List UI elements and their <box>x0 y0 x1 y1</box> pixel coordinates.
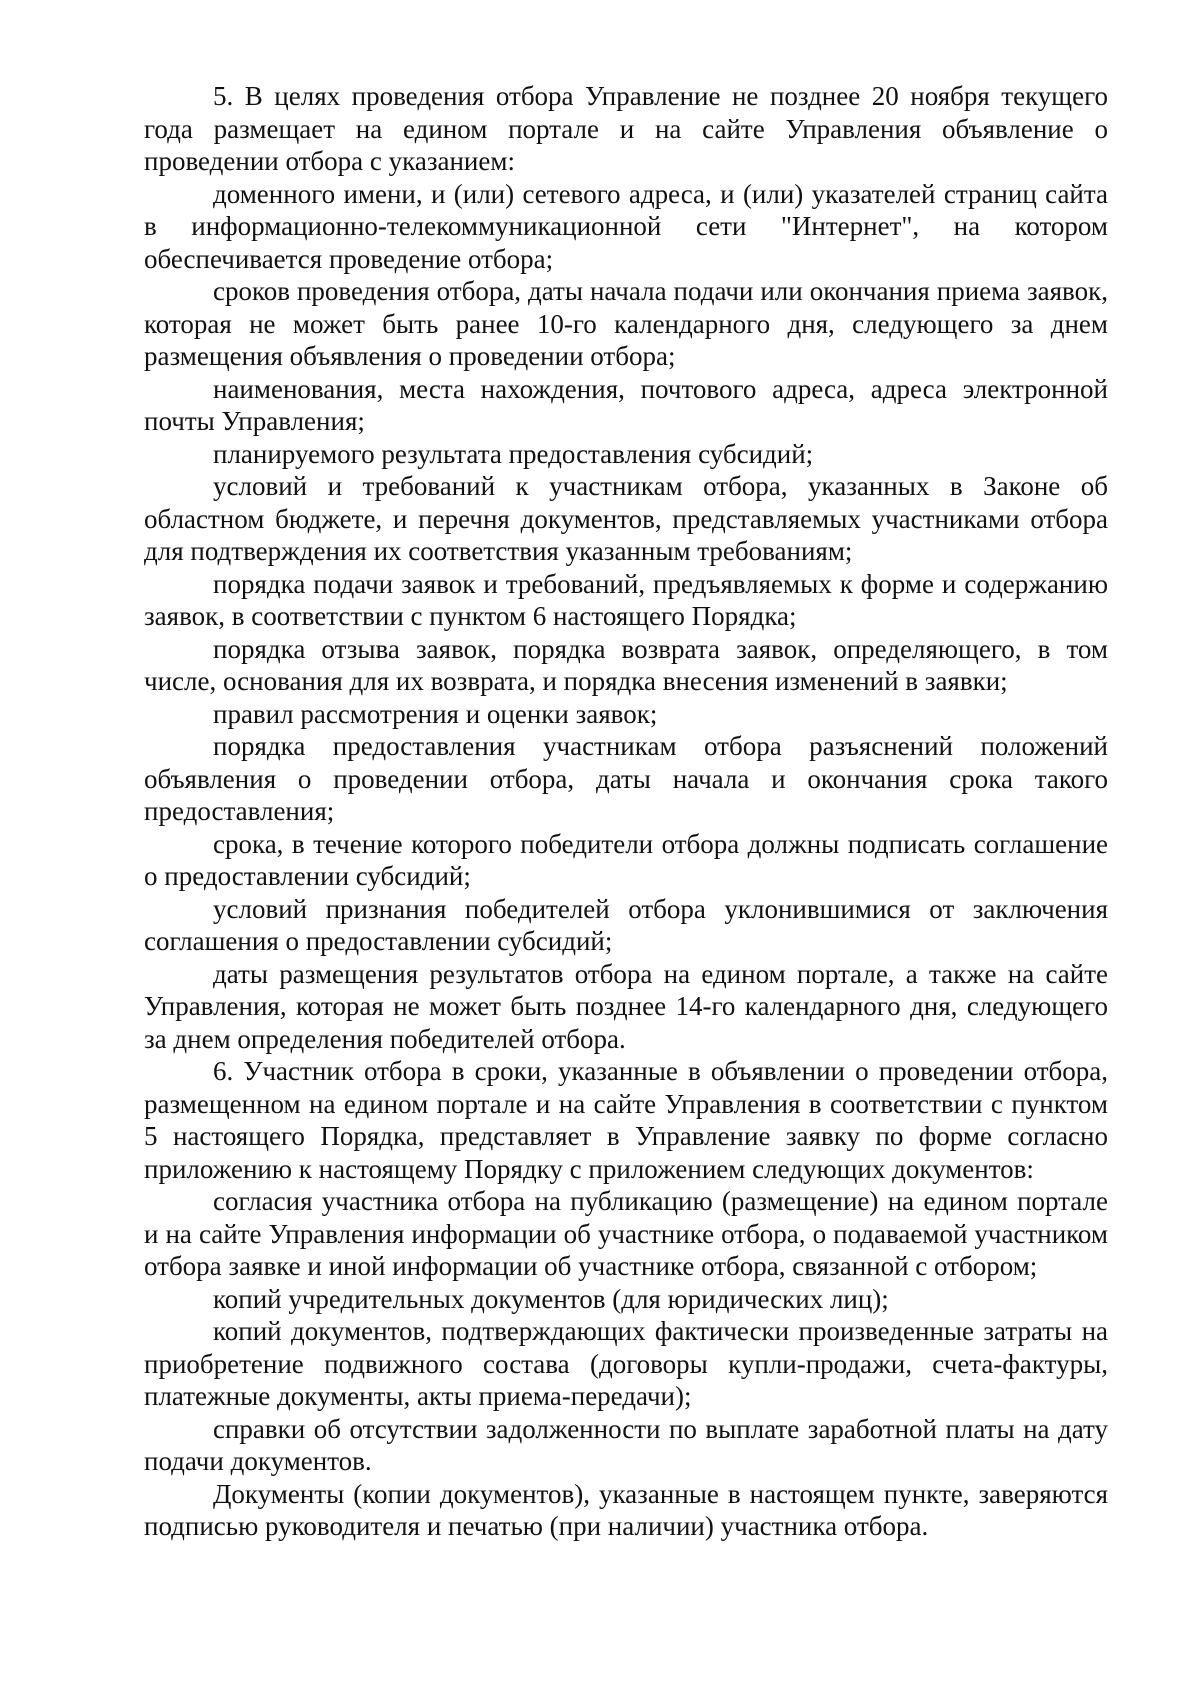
paragraph-certification: Документы (копии документов), указанные в настоящем пункте, заверяются подписью руководителя и печатью (при наличии) участника отбора. <box>144 1478 1108 1541</box>
paragraph-application-procedure: порядка подачи заявок и требований, предъявляемых к форме и содержанию заявок, в соответствии с пунктом 6 настоящего Порядка; <box>144 568 1108 631</box>
paragraph-contact-details: наименования, места нахождения, почтового адреса, адреса электронной почты Управления; <box>144 373 1108 436</box>
paragraph-publication-consent: согласия участника отбора на публикацию (размещение) на едином портале и на сайте Управления информации об участнике отбора, о подаваемой участником отбора заявке и иной информации об участнике отбора, связанной с отбором; <box>144 1186 1108 1281</box>
paragraph-evasion-conditions: условий признания победителей отбора уклонившимися от заключения соглашения о предоставлении субсидий; <box>144 893 1108 956</box>
paragraph-clarifications: порядка предоставления участникам отбора разъяснений положений объявления о проведении отбора, даты начала и окончания срока такого предоставления; <box>144 731 1108 826</box>
paragraph-participant-requirements: условий и требований к участникам отбора, указанных в Законе об областном бюджете, и перечня документов, представляемых участниками отбора для подтверждения их соответствия указанным требованиям; <box>144 471 1108 566</box>
paragraph-withdrawal-procedure: порядка отзыва заявок, порядка возврата заявок, определяющего, в том числе, основания для их возврата, и порядка внесения изменений в заявки; <box>144 633 1108 696</box>
paragraph-results-publication: даты размещения результатов отбора на едином портале, а также на сайте Управления, которая не может быть позднее 14-го календарного дня, следующего за днем определения победителей отбора. <box>144 958 1108 1054</box>
paragraph-no-debt-certificate: справки об отсутствии задолженности по выплате заработной платы на дату подачи документов. <box>144 1413 1108 1476</box>
paragraph-signing-deadline: срока, в течение которого победители отбора должны подписать соглашение о предоставлении субсидий; <box>144 828 1108 891</box>
paragraph-section-5-intro: 5. В целях проведения отбора Управление не позднее 20 ноября текущего года размещает на едином портале и на сайте Управления объявление о проведении отбора с указанием: <box>144 81 1108 176</box>
paragraph-planned-result: планируемого результата предоставления субсидий; <box>213 438 814 469</box>
paragraph-selection-dates: сроков проведения отбора, даты начала подачи или окончания приема заявок, которая не может быть ранее 10-го календарного дня, следующего за днем размещения объявления о проведении отбора; <box>144 276 1108 371</box>
paragraph-founding-documents: копий учредительных документов (для юридических лиц); <box>213 1283 889 1314</box>
paragraph-review-rules: правил рассмотрения и оценки заявок; <box>213 698 658 729</box>
paragraph-expense-documents: копий документов, подтверждающих фактически произведенные затраты на приобретение подвижного состава (договоры купли-продажи, счета-фактуры, платежные документы, акты приема-передачи); <box>144 1316 1108 1411</box>
paragraph-domain-name: доменного имени, и (или) сетевого адреса, и (или) указателей страниц сайта в информационно-телекоммуникационной сети "Интернет", на котором обеспечивается проведение отбора; <box>144 178 1108 274</box>
paragraph-section-6-intro: 6. Участник отбора в сроки, указанные в объявлении о проведении отбора, размещенном на едином портале и на сайте Управления в соответствии с пунктом 5 настоящего Порядка, представляет в Управление заявку по форме согласно приложению к настоящему Порядку с приложением следующих документов: <box>144 1056 1108 1184</box>
